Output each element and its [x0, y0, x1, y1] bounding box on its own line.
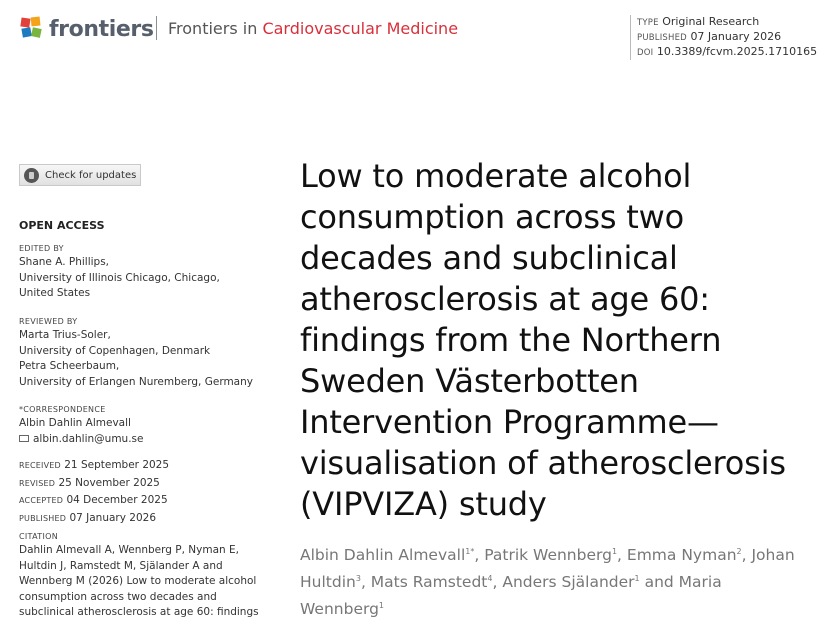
author-affiliation: 1 — [378, 601, 385, 611]
author-affiliation: 1 — [634, 574, 640, 584]
title-line: atherosclerosis at age 60: — [300, 280, 710, 318]
published-date-value: 07 January 2026 — [69, 511, 157, 524]
title-line: findings from the Northern — [300, 321, 722, 359]
published-label: PUBLISHED — [637, 33, 687, 43]
author-separator: and — [639, 573, 679, 592]
citation-line: consumption across two decades and — [19, 590, 217, 603]
author-affiliation: 1 — [611, 547, 618, 556]
check-for-updates-button[interactable] — [19, 164, 141, 186]
citation-section — [19, 531, 289, 621]
citation-label: CITATION — [19, 532, 58, 541]
mail-icon — [19, 435, 29, 442]
author-affiliation: 3 — [355, 574, 361, 584]
title-line: consumption across two — [300, 198, 685, 236]
author-name[interactable]: Johan Hultdin — [300, 546, 795, 592]
bookmark-icon — [24, 168, 39, 183]
title-line: Intervention Programme— — [300, 403, 719, 441]
author-name[interactable]: Anders Själander — [502, 573, 635, 592]
reviewed-by-label: REVIEWED BY — [19, 317, 78, 326]
correspondence-name: Albin Dahlin Almevall — [19, 417, 131, 429]
reviewed-by-section — [19, 316, 289, 390]
correspondence-email[interactable]: albin.dahlin@umu.se — [33, 432, 144, 445]
editor-line: University of Illinois Chicago, Chicago, — [19, 271, 220, 284]
type-value: Original Research — [662, 15, 760, 28]
author-separator: , — [360, 573, 371, 592]
author-affiliation: 1* — [465, 547, 475, 556]
type-label: TYPE — [637, 18, 659, 28]
title-line: visualisation of atherosclerosis — [300, 444, 786, 482]
author-name[interactable]: Mats Ramstedt — [370, 573, 488, 592]
citation-line: subclinical atherosclerosis at age 60: findings — [19, 606, 259, 618]
author-separator: , — [741, 546, 752, 565]
correspondence-section — [19, 404, 289, 447]
reviewer-line: Marta Trius-Soler, — [19, 329, 111, 341]
doi-label: DOI — [637, 48, 654, 58]
received-label: RECEIVED — [19, 461, 61, 470]
accepted-value: 04 December 2025 — [66, 494, 168, 506]
title-line: (VIPVIZA) study — [300, 485, 547, 523]
editor-line: Shane A. Phillips, — [19, 256, 110, 268]
author-name[interactable]: Patrik Wennberg — [484, 546, 612, 565]
received-value: 21 September 2025 — [64, 459, 170, 471]
published-date-label: PUBLISHED — [19, 513, 67, 523]
title-line: Low to moderate alcohol — [300, 157, 692, 195]
check-for-updates-label: Check for updates — [45, 169, 137, 181]
title-line: decades and subclinical — [300, 239, 678, 277]
author-affiliation: 4 — [487, 574, 493, 584]
author-name[interactable]: Maria Wennberg — [300, 573, 722, 619]
editor-line: United States — [19, 287, 91, 299]
citation-line: Dahlin Almevall A, Wennberg P, Nyman E, — [19, 544, 239, 556]
published-value: 07 January 2026 — [690, 30, 782, 43]
edited-by-label: EDITED BY — [19, 244, 64, 253]
journal-title[interactable] — [168, 19, 458, 38]
revised-value: 25 November 2025 — [58, 476, 160, 489]
article-meta — [630, 15, 817, 60]
citation-line: Wennberg M (2026) Low to moderate alcohol — [19, 575, 257, 587]
brand-name: frontiers — [49, 16, 154, 42]
journal-name: Cardiovascular Medicine — [262, 19, 459, 38]
frontiers-logo[interactable] — [19, 14, 154, 44]
journal-prefix: Frontiers in — [168, 19, 263, 38]
open-access-label: OPEN ACCESS — [19, 219, 105, 232]
reviewer-line: Petra Scheerbaum, — [19, 360, 120, 372]
author-list — [300, 540, 810, 621]
frontiers-logo-icon — [19, 16, 43, 42]
author-separator: , — [492, 573, 503, 592]
dates-section — [19, 457, 289, 527]
author-separator: , — [474, 546, 485, 565]
accepted-label: ACCEPTED — [19, 496, 64, 505]
edited-by-section — [19, 243, 289, 302]
author-name[interactable]: Emma Nyman — [626, 546, 737, 565]
correspondence-label: *CORRESPONDENCE — [19, 405, 106, 414]
article-title — [300, 156, 815, 525]
author-name[interactable]: Albin Dahlin Almevall — [300, 546, 466, 565]
doi-link[interactable]: 10.3389/fcvm.2025.1710165 — [656, 45, 818, 58]
reviewer-line: University of Erlangen Nuremberg, Germany — [19, 375, 253, 388]
revised-label: REVISED — [19, 478, 56, 488]
author-separator: , — [617, 546, 627, 565]
citation-line: Hultdin J, Ramstedt M, Själander A and — [19, 559, 223, 572]
reviewer-line: University of Copenhagen, Denmark — [19, 344, 211, 357]
author-affiliation: 2 — [736, 547, 742, 556]
title-line: Sweden Västerbotten — [300, 362, 639, 400]
header-divider — [156, 16, 157, 40]
